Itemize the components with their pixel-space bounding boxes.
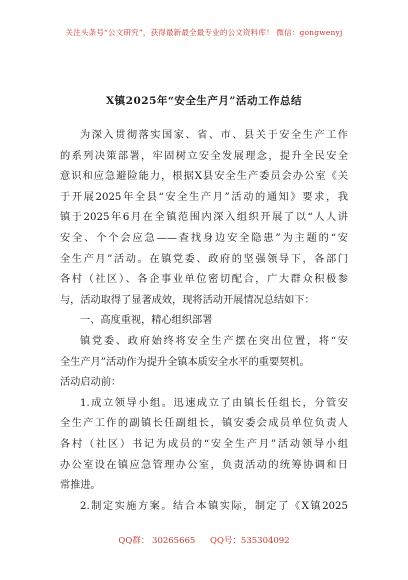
body-line: 全生产月”活动作为提升全镇本质安全水平的重要契机。 [60,356,310,368]
document-body [60,126,348,517]
body-line: 为深入贯彻落实国家、省、市、县关于安全生产工作 [80,130,348,141]
body-line: 的系列决策部署，牢固树立安全发展理念，提升全民安全 [60,150,348,162]
footer-contact [0,534,408,546]
document-title: X镇2025年“安全生产月”活动工作总结 [106,95,302,107]
body-line: 办公室设在镇应急管理办公室，负责活动的统筹协调和日 [60,459,348,471]
body-line: 镇党委、政府始终将安全生产摆在突出位置，将“安 [80,335,348,347]
body-line: 常推进。 [60,480,101,492]
body-line: 1.成立领导小组。迅速成立了由镇长任组长，分管安 [80,397,348,409]
body-line: 于开展2025年全县“安全生产月”活动的通知》要求，我 [60,191,348,203]
body-line: 意识和应急避险能力，根据X县安全生产委员会办公室《关 [60,171,348,183]
body-line: 镇于2025年6月在全镇范围内深入组织开展了以“人人讲 [60,212,348,224]
header-banner: 关注头条号“公文研究”，获得最新最全最专业的公文资料库！ 微信：gongwenyj [65,28,343,37]
body-line: 2.制定实施方案。结合本镇实际，制定了《X镇2025 [80,500,348,512]
body-line: 安全、个个会应急——查找身边安全隐患”为主题的“安 [60,232,348,244]
body-line: 各村（社区）、各企事业单位密切配合，广大群众积极参 [60,274,348,286]
body-line: 一、高度重视，精心组织部署 [80,315,213,327]
body-line: 全生产月”活动。在镇党委、政府的坚强领导下，各部门 [60,253,348,265]
body-line: 全生产工作的副镇长任副组长，镇安委会成员单位负责人 [60,418,348,430]
qq-group: QQ群： 30265665 [118,536,196,546]
body-line: 活动启动前： [60,377,122,389]
body-line: 各村（社区）书记为成员的“安全生产月”活动领导小组 [60,438,348,450]
body-line: 与，活动取得了显著成效，现将活动开展情况总结如下： [60,294,315,306]
qq-number: QQ号：535304092 [210,536,290,546]
